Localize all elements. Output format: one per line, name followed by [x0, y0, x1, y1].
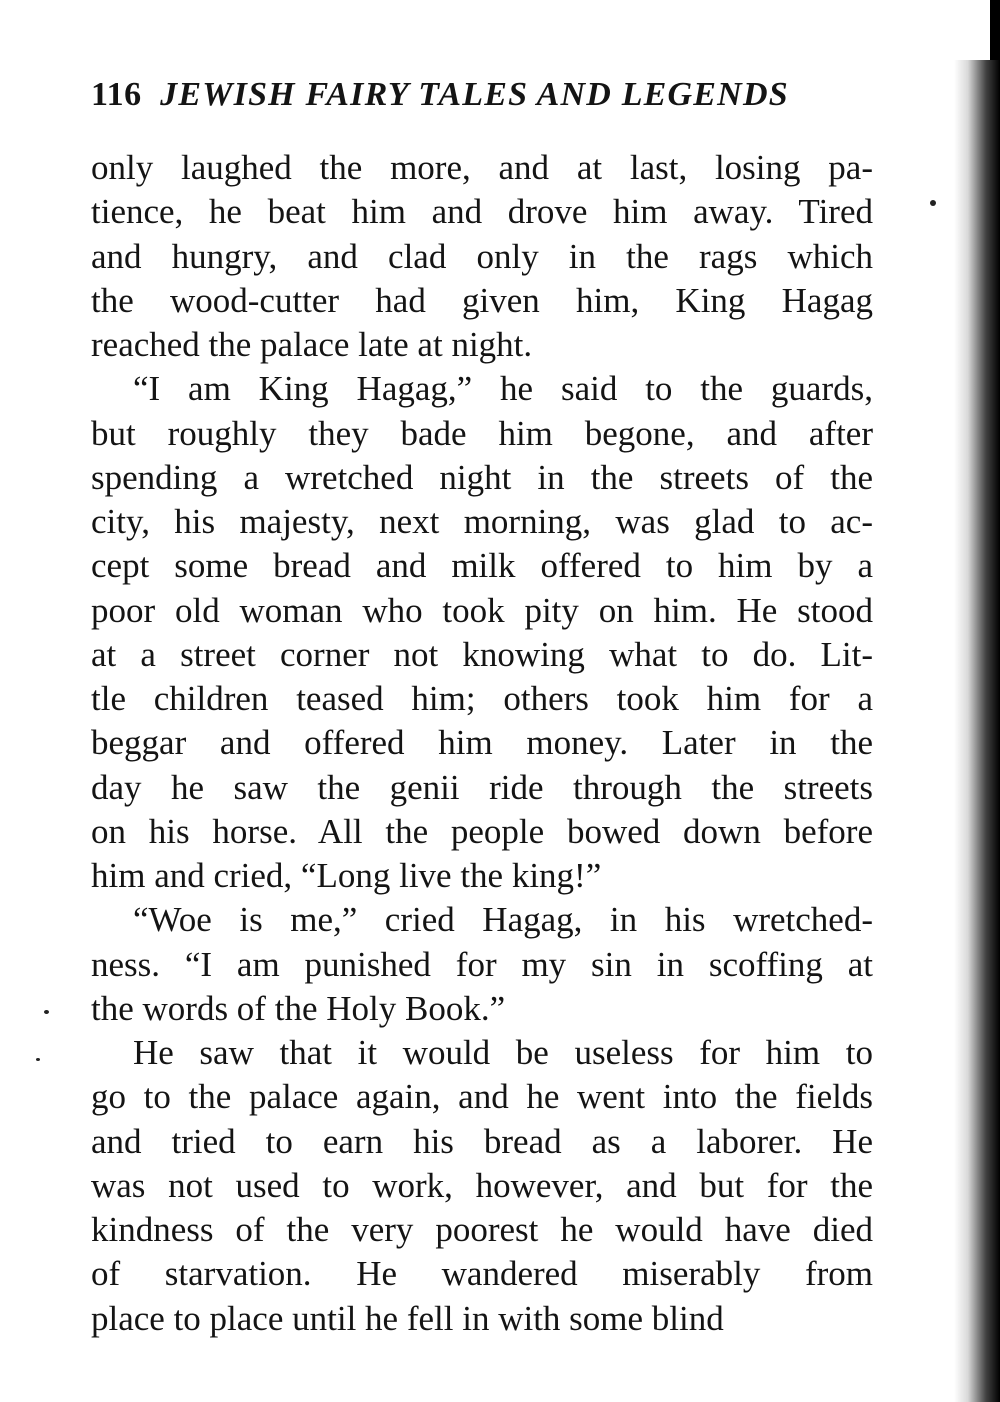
- text-line: “Woe is me,” cried Hagag, in his wretched-: [133, 900, 873, 940]
- text-line: cept some bread and milk offered to him by a: [91, 546, 873, 586]
- paragraph: [91, 898, 873, 1031]
- text-line: tle children teased him; others took him for a: [91, 679, 873, 718]
- text-line: day he saw the genii ride through the streets: [91, 767, 873, 807]
- body-text: [91, 146, 873, 1341]
- paragraph: [91, 1031, 873, 1341]
- text-line: city, his majesty, next morning, was glad to ac-: [91, 502, 873, 541]
- page-edge-shadow-top: [990, 0, 1000, 60]
- text-line: “I am King Hagag,” he said to the guards,: [133, 369, 873, 409]
- text-line: place to place until he fell in with some blind: [91, 1298, 724, 1338]
- text-line: and tried to earn his bread as a laborer. He: [91, 1121, 873, 1161]
- text-line: of starvation. He wandered miserably from: [91, 1254, 873, 1294]
- text-line: was not used to work, however, and but for the: [91, 1165, 873, 1205]
- scan-speck: [44, 1010, 49, 1014]
- text-line: ness. “I am punished for my sin in scoffing at: [91, 944, 873, 984]
- text-line: go to the palace again, and he went into the fields: [91, 1077, 873, 1117]
- scan-speck: [36, 1058, 40, 1061]
- text-line: the words of the Holy Book.”: [91, 988, 506, 1028]
- text-line: only laughed the more, and at last, losing pa-: [91, 148, 873, 187]
- running-header: [91, 72, 881, 118]
- page-number: 116: [91, 76, 142, 113]
- text-line: beggar and offered him money. Later in the: [91, 723, 873, 763]
- text-line: on his horse. All the people bowed down before: [91, 811, 873, 851]
- text-line: the wood-cutter had given him, King Hagag: [91, 280, 873, 320]
- running-title: JEWISH FAIRY TALES AND LEGENDS: [160, 76, 789, 113]
- paragraph: [91, 367, 873, 898]
- text-line: kindness of the very poorest he would have died: [91, 1210, 873, 1249]
- text-line: but roughly they bade him begone, and after: [91, 413, 873, 453]
- paragraph: [91, 146, 873, 367]
- text-line: spending a wretched night in the streets of the: [91, 457, 873, 497]
- text-line: and hungry, and clad only in the rags which: [91, 236, 873, 276]
- text-line: him and cried, “Long live the king!”: [91, 856, 602, 895]
- scan-speck: [930, 200, 936, 206]
- text-line: reached the palace late at night.: [91, 325, 533, 364]
- page-edge-shadow: [954, 60, 1000, 1402]
- text-line: at a street corner not knowing what to do. Lit-: [91, 634, 873, 674]
- text-line: tience, he beat him and drove him away. Tired: [91, 192, 873, 232]
- text-line: poor old woman who took pity on him. He stood: [91, 590, 873, 630]
- text-line: He saw that it would be useless for him to: [133, 1033, 873, 1072]
